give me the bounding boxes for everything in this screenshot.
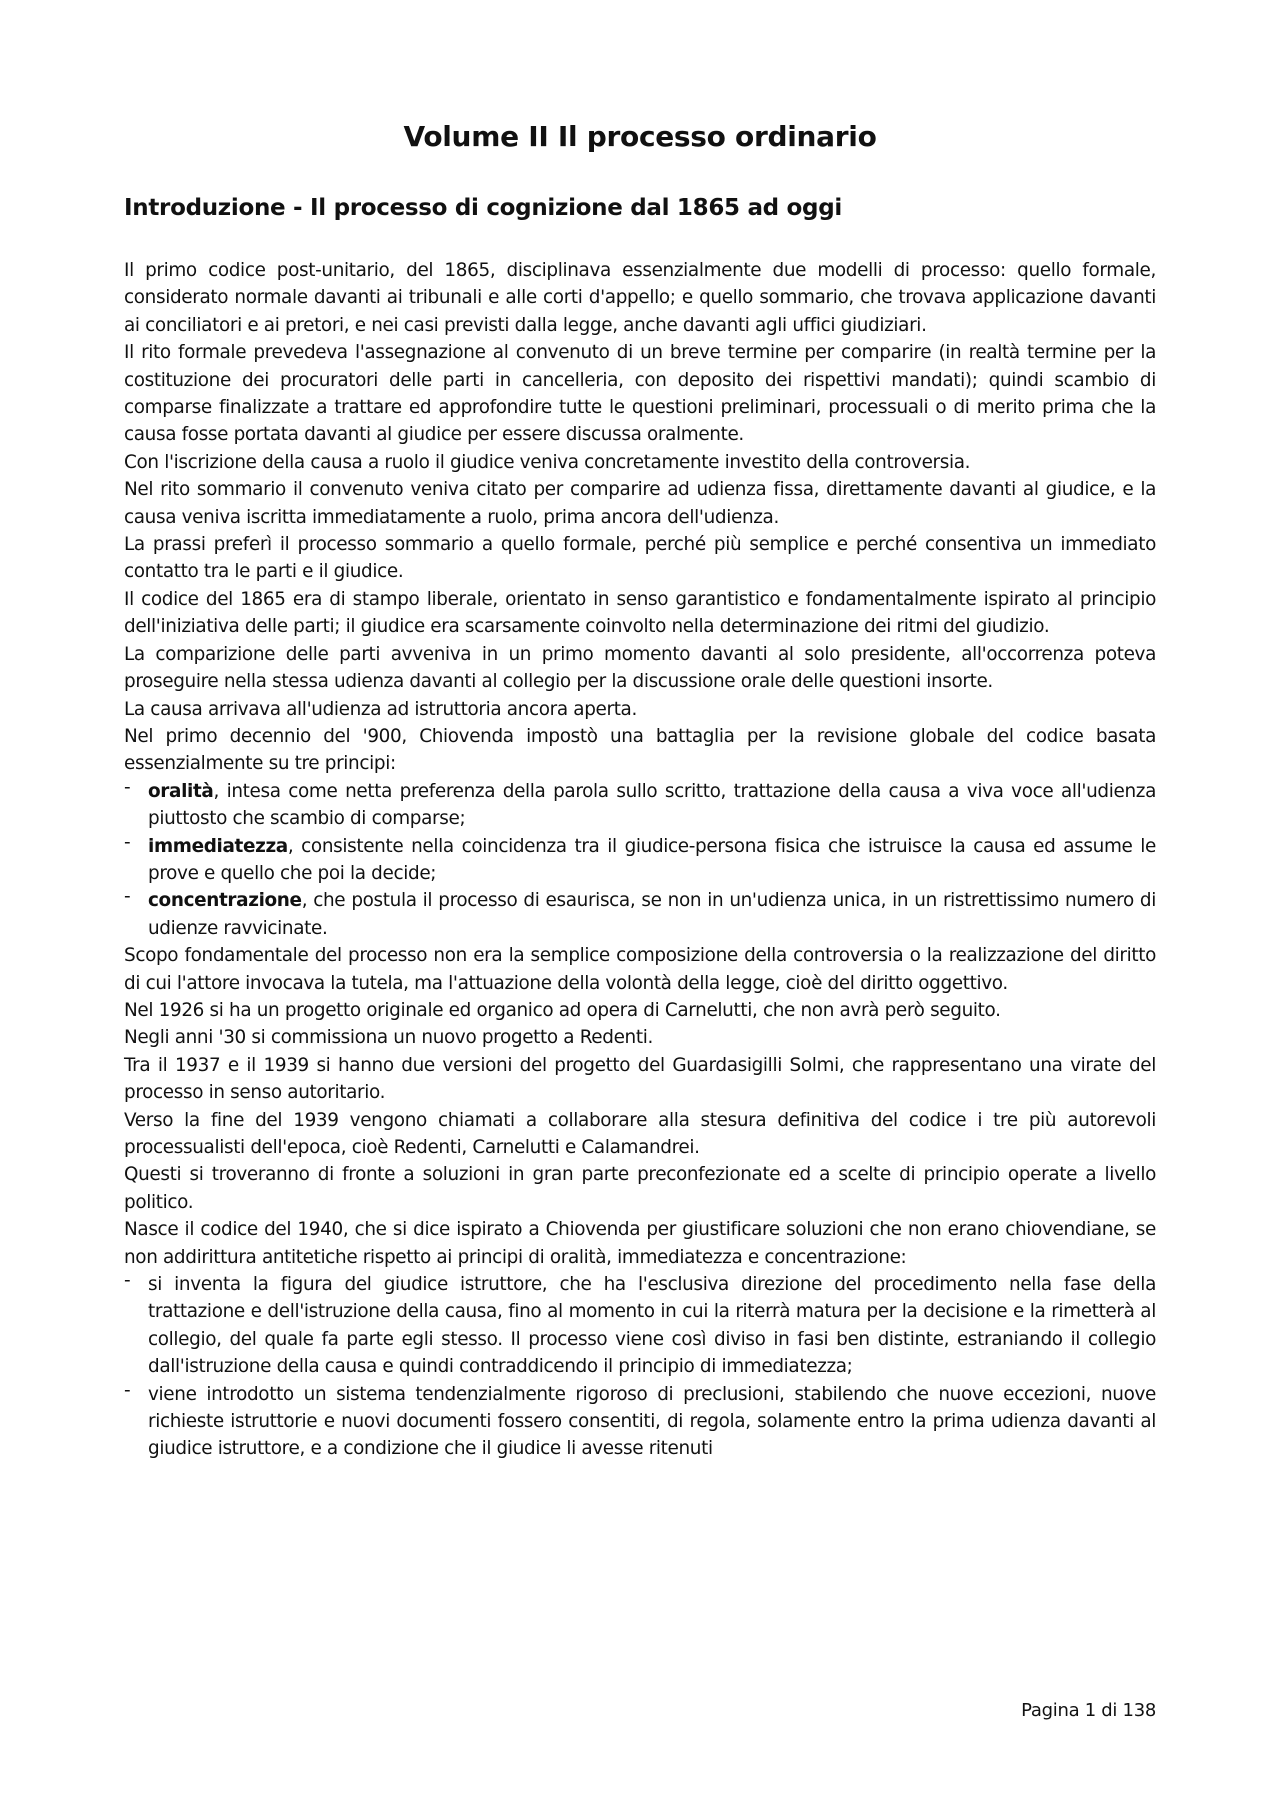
paragraph: Il rito formale prevedeva l'assegnazione al convenuto di un breve termine per comparire (in realtà termine per la costituzione dei procuratori delle parti in cancelleria, con deposito dei rispettivi mandati); quindi scambio di comparse finalizzate a trattare ed approfondire tutte le questioni preliminari, processuali o di merito prima che la causa fosse portata davanti al giudice per essere discussa oralmente. [124, 342, 1156, 446]
paragraph: Verso la fine del 1939 vengono chiamati a collaborare alla stesura definitiva del codice i tre più autorevoli processualisti dell'epoca, cioè Redenti, Carnelutti e Calamandrei. [124, 1109, 1156, 1158]
list-item [124, 1271, 1156, 1381]
list-item [124, 1381, 1156, 1463]
paragraph: La comparizione delle parti avveniva in un primo momento davanti al solo presidente, all'occorrenza poteva proseguire nella stessa udienza davanti al collegio per la discussione orale delle questioni insorte. [124, 643, 1156, 693]
list-item-text: si inventa la figura del giudice istruttore, che ha l'esclusiva direzione del procedimento nella fase della trattazione e dell'istruzione della causa, fino al momento in cui la riterrà matura per la decisione e la rimetterà al collegio, del quale fa parte egli stesso. Il processo viene così diviso in fasi ben distinte, estraniando il collegio dall'istruzione della causa e quindi contraddicendo il principio di immediatezza; [148, 1274, 1156, 1378]
paragraph: Questi si troveranno di fronte a soluzioni in gran parte preconfezionate ed a scelte di principio operate a livello politico. [124, 1164, 1156, 1213]
paragraph: Nel rito sommario il convenuto veniva citato per comparire ad udienza fissa, direttamente davanti al giudice, e la causa veniva iscritta immediatamente a ruolo, prima ancora dell'udienza. [124, 479, 1156, 528]
page-number: Pagina 1 di 138 [1021, 1700, 1156, 1721]
list-dash: - [124, 1379, 131, 1401]
list-item [124, 887, 1156, 942]
paragraph: Il primo codice post-unitario, del 1865, disciplinava essenzialmente due modelli di processo: quello formale, considerato normale davanti ai tribunali e alle corti d'appello; e quello sommario, che trovava applicazione davanti ai conciliatori e ai pretori, e nei casi previsti dalla legge, anche davanti agli uffici giudiziari. [124, 260, 1156, 336]
term-immediatezza: immediatezza [148, 835, 288, 857]
list-dash: - [124, 776, 131, 798]
list-item [124, 778, 1156, 833]
list-item-text: , consistente nella coincidenza tra il giudice-persona fisica che istruisce la causa ed assume le prove e quello che poi la decide; [148, 835, 1156, 884]
paragraph: Nasce il codice del 1940, che si dice ispirato a Chiovenda per giustificare soluzioni che non erano chiovendiane, se non addirittura antitetiche rispetto ai principi di oralità, immediatezza e concentrazione: [124, 1219, 1156, 1268]
section-heading: Introduzione - Il processo di cognizione dal 1865 ad oggi [124, 195, 842, 221]
paragraph: Scopo fondamentale del processo non era la semplice composizione della controversia o la realizzazione del diritto di cui l'attore invocava la tutela, ma l'attuazione della volontà della legge, cioè del diritto oggettivo. [124, 945, 1156, 994]
list-item-text: , intesa come netta preferenza della parola sullo scritto, trattazione della causa a viva voce all'udienza piuttosto che scambio di comparse; [148, 780, 1156, 830]
paragraph: Nel primo decennio del '900, Chiovenda impostò una battaglia per la revisione globale del codice basata essenzialmente su tre principi: [124, 725, 1156, 775]
paragraph: Negli anni '30 si commissiona un nuovo progetto a Redenti. [124, 1027, 653, 1049]
list-item-text: , che postula il processo di esaurisca, se non in un'udienza unica, in un ristrettissimo numero di udienze ravvicinate. [148, 890, 1156, 939]
list-dash: - [124, 886, 131, 908]
principles-list [124, 778, 1156, 942]
paragraph: La causa arrivava all'udienza ad istruttoria ancora aperta. [124, 698, 637, 720]
paragraph: La prassi preferì il processo sommario a quello formale, perché più semplice e perché consentiva un immediato contatto tra le parti e il giudice. [124, 534, 1156, 583]
paragraph: Con l'iscrizione della causa a ruolo il giudice veniva concretamente investito della controversia. [124, 451, 971, 473]
list-dash: - [124, 1270, 131, 1292]
list-item-text: viene introdotto un sistema tendenzialmente rigoroso di preclusioni, stabilendo che nuove eccezioni, nuove richieste istruttorie e nuovi documenti fossero consentiti, di regola, solamente entro la prima udienza davanti al giudice istruttore, e a condizione che il giudice li avesse ritenuti [148, 1383, 1156, 1460]
list-item [124, 833, 1156, 888]
paragraph: Tra il 1937 e il 1939 si hanno due versioni del progetto del Guardasigilli Solmi, che rappresentano una virate del processo in senso autoritario. [124, 1054, 1156, 1104]
list-dash: - [124, 831, 131, 853]
document-title: Volume II Il processo ordinario [403, 120, 877, 153]
term-oralita: oralità [148, 780, 214, 802]
document-body [124, 257, 1156, 1463]
code-1940-list [124, 1271, 1156, 1463]
term-concentrazione: concentrazione [148, 890, 302, 912]
paragraph: Il codice del 1865 era di stampo liberale, orientato in senso garantistico e fondamentalmente ispirato al principio dell'iniziativa delle parti; il giudice era scarsamente coinvolto nella determinazione dei ritmi del giudizio. [124, 588, 1156, 638]
paragraph: Nel 1926 si ha un progetto originale ed organico ad opera di Carnelutti, che non avrà però seguito. [124, 999, 1001, 1021]
